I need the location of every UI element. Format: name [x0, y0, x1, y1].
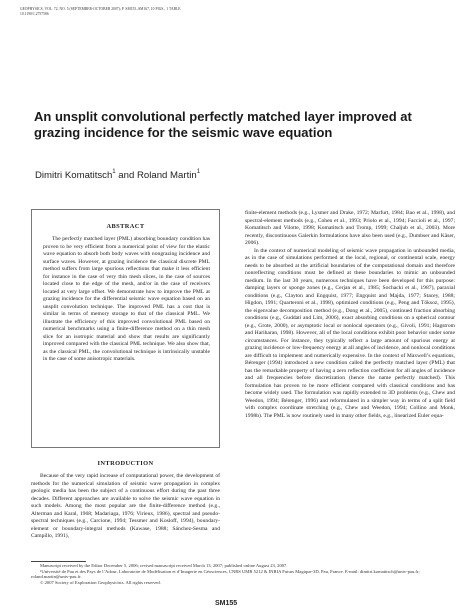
introduction-heading: INTRODUCTION [97, 460, 154, 467]
author-name: Dimitri Komatitsch [35, 170, 113, 182]
abstract-body: The perfectly matched layer (PML) absorbing boundary condition has proven to be very efficient from a numerical point of view for the elastic wave equation to absorb both body waves with nongrazing incidence and surface waves. However, at grazing incidence the classical discrete PML method suffers from large spurious reflections that make it less efficient for instance in the case of very thin mesh slices, in the case of sources located close to the edge of the mesh, and/or in the case of receivers located at very large offset. We demonstrate how to improve the PML at grazing incidence for the differential seismic wave equation based on an unsplit convolution technique. The improved PML has a cost that is similar in terms of memory storage to that of the classical PML. We illustrate the efficiency of this improved convolutional PML based on numerical benchmarks using a finite-difference method on a thin mesh slice for an isotropic material and show that results are significantly improved compared with the classical PML technique. We also show that, as the classical PML, the convolutional technique is intrinsically unstable in the case of some anisotropic materials. [43, 236, 210, 363]
journal-header [20, 7, 280, 17]
paragraph: In the context of numerical modeling of seismic wave propagation in unbounded media, as in the case of simulations performed at the local, regional, or continental scale, energy needs to be absorbed at the artificial boundaries of the computational domain and therefore nonreflecting conditions must be defined at these boundaries to mimic an unbounded medium. In the last 30 years, numerous techniques have been developed for this purpose: damping layers or sponge zones (e.g., Cerjan et al., 1985; Sochacki et al., 1987), paraxial conditions (e.g., Clayton and Engquist, 1977; Engquist and Majda, 1977; Stacey, 1988; Higdon, 1991; Quarteroni et al., 1998), optimized conditions (e.g., Peng and Töksoz, 1995), the eigenvalue decomposition method (e.g., Dong et al., 2005), continued fraction absorbing conditions (e.g., Guddati and Lim, 2006), exact absorbing conditions on a spherical contour (e.g., Grote, 2000), or asymptotic local or nonlocal operators (e.g., Givoli, 1991; Hagstrom and Hariharan, 1998). However, all of the local conditions exhibit poor behavior under some circumstances. For instance, they typically reflect a large amount of spurious energy at grazing incidence or low-frequency energy at all angles of incidence, and nonlocal conditions are difficult to implement and numerically expensive. In the context of Maxwell’s equations, Bérenger (1994) introduced a new condition called the perfectly matched layer (PML) that has the remarkable property of having a zero reflection coefficient for all angles of incidence and all frequencies before discretization (hence the name perfectly matched). This formulation has proven to be more efficient compared with classical conditions and has become widely used. The formulation was rapidly extended to 3D problems (e.g., Chew and Weedon, 1994; Bérenger, 1996) and reformulated in a simpler way in terms of a split field with complex coordinate stretching (e.g., Chew and Weedon, 1994; Collino and Monk, 1998b). The PML is now routinely used in many other fields, e.g., linearized Euler equa- [245, 247, 455, 419]
right-column [245, 210, 455, 420]
author-name: Roland Martin [136, 170, 197, 182]
footnote-affiliation: ¹Université de Pau et des Pays de l’Adour, Laboratoire de Modélisation et d’Imagerie en Géosciences, CNRS UMR 5212 & INRIA Futurs Magique-3D, Pau, France. E-mail: dimitri.komatitsch@univ-pau.fr; roland.martin@univ-pau.fr. [31, 568, 420, 580]
introduction-body: Because of the very rapid increase of computational power, the development of methods for the numerical simulation of seismic wave propagation in complex geologic media has been the subject of a continuous effort during the past three decades. Different approaches are available to solve the seismic wave equation in such models. Among the most popular are the finite-difference method (e.g., Alterman and Karal, 1968; Madariaga, 1976; Virieux, 1986), spectral and pseudo-spectral techniques (e.g., Carcione, 1994; Tessmer and Kosloff, 1994), boundary-element or boundary-integral methods (Kawase, 1988; Sánchez-Sesma and Campillo, 1991), [31, 473, 220, 540]
footnote-divider [31, 561, 86, 562]
author-list [35, 170, 200, 181]
paragraph: finite-element methods (e.g., Lysmer and Drake, 1972; Marfurt, 1984; Bao et al., 1998), and spectral-element methods (e.g., Cohen et al., 1993; Priolo et al., 1994; Faccioli et al., 1997; Komatitsch and Vilotte, 1998; Komatitsch and Tromp, 1999; Chaljub et al., 2003). More recently, discontinuous Galerkin formulations have also been used (e.g., Dumbser and Käser, 2006). [245, 210, 455, 247]
paper-title: An unsplit convolutional perfectly matched layer improved at grazing incidence for the seismic wave equation [34, 109, 412, 140]
journal-citation: GEOPHYSICS, VOL. 72, NO. 5 (SEPTEMBER-OCTOBER 2007); P. SM155–SM167, 10 FIGS., 1 TABLE. [20, 7, 182, 11]
doi: 10.1190/1.2757586 [20, 12, 49, 16]
footnote-copyright: © 2007 Society of Exploration Geophysicists. All rights reserved. [40, 579, 161, 585]
affiliation-mark: 1 [196, 169, 201, 175]
page-number: SM155 [215, 600, 238, 607]
footnote-received: Manuscript received by the Editor December 5, 2006; revised manuscript received March 13, 2007; published online August 23, 2007. [40, 563, 288, 568]
abstract-heading: ABSTRACT [106, 223, 145, 230]
footnotes [31, 563, 451, 585]
author-separator: and [115, 170, 137, 182]
affiliation-mark: 1 [112, 169, 116, 175]
